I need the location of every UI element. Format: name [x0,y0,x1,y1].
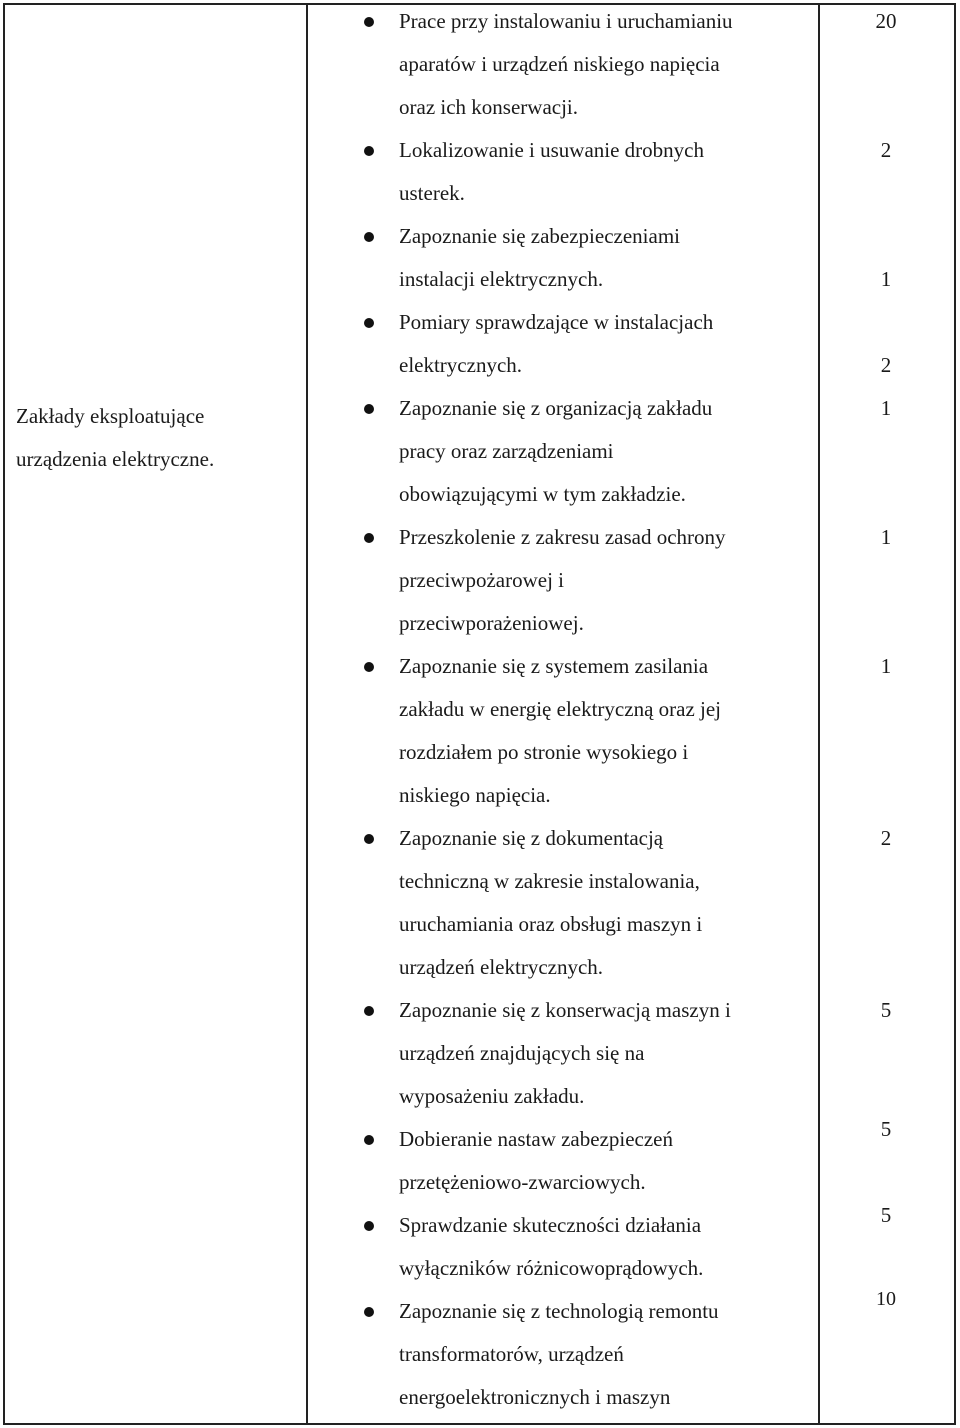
column-divider-left [306,3,308,1425]
hours-value: 5 [880,1117,892,1141]
task-line: Przeszkolenie z zakresu zasad ochrony [399,525,726,549]
hours-value: 2 [880,353,892,377]
task-line: zakładu w energię elektryczną oraz jej [399,697,722,721]
task-line: transformatorów, urządzeń [399,1342,624,1366]
hours-value: 20 [875,9,897,33]
task-line: Zapoznanie się z konserwacją maszyn i [399,998,731,1022]
bullet-icon [364,1307,374,1317]
bullet-icon [364,146,374,156]
bullet-icon [364,1135,374,1145]
bullet-icon [364,1006,374,1016]
bullet-icon [364,404,374,414]
task-line: instalacji elektrycznych. [399,267,604,291]
hours-value: 2 [880,138,892,162]
task-line: Prace przy instalowaniu i uruchamianiu [399,9,733,33]
hours-value: 2 [880,826,892,850]
task-line: Zapoznanie się z dokumentacją [399,826,664,850]
workplace-line-1: Zakłady eksploatujące [16,404,205,428]
bullet-icon [364,533,374,543]
hours-value: 5 [880,1203,892,1227]
task-line: pracy oraz zarządzeniami [399,439,614,463]
task-line: elektrycznych. [399,353,523,377]
hours-value: 1 [880,267,892,291]
task-line: energoelektronicznych i maszyn [399,1385,671,1409]
task-line: Zapoznanie się z organizacją zakładu [399,396,713,420]
bullet-icon [364,662,374,672]
task-line: przeciwpożarowej i [399,568,564,592]
task-line: urządzeń elektrycznych. [399,955,604,979]
task-line: techniczną w zakresie instalowania, [399,869,700,893]
hours-value: 1 [880,396,892,420]
hours-value: 1 [880,654,892,678]
task-line: Zapoznanie się z systemem zasilania [399,654,709,678]
bullet-icon [364,232,374,242]
task-line: Dobieranie nastaw zabezpieczeń [399,1127,674,1151]
bullet-icon [364,834,374,844]
workplace-line-2: urządzenia elektryczne. [16,447,215,471]
bullet-icon [364,1221,374,1231]
task-line: oraz ich konserwacji. [399,95,579,119]
task-line: Zapoznanie się z technologią remontu [399,1299,719,1323]
bullet-icon [364,17,374,27]
task-line: wyłączników różnicowoprądowych. [399,1256,704,1280]
task-line: usterek. [399,181,465,205]
task-line: przeciwporażeniowej. [399,611,584,635]
hours-value: 10 [876,1288,896,1310]
task-line: wyposażeniu zakładu. [399,1084,585,1108]
task-line: aparatów i urządzeń niskiego napięcia [399,52,720,76]
task-line: Lokalizowanie i usuwanie drobnych [399,138,704,162]
task-line: przetężeniowo-zwarciowych. [399,1170,646,1194]
task-line: niskiego napięcia. [399,783,551,807]
task-line: obowiązującymi w tym zakładzie. [399,482,686,506]
task-line: Sprawdzanie skuteczności działania [399,1213,702,1237]
task-line: uruchamiania oraz obsługi maszyn i [399,912,703,936]
task-line: urządzeń znajdujących się na [399,1041,645,1065]
task-line: Pomiary sprawdzające w instalacjach [399,310,714,334]
hours-value: 1 [880,525,892,549]
bullet-icon [364,318,374,328]
task-line: rozdziałem po stronie wysokiego i [399,740,689,764]
task-line: Zapoznanie się zabezpieczeniami [399,224,680,248]
workplace-cell [16,395,214,481]
hours-value: 5 [880,998,892,1022]
